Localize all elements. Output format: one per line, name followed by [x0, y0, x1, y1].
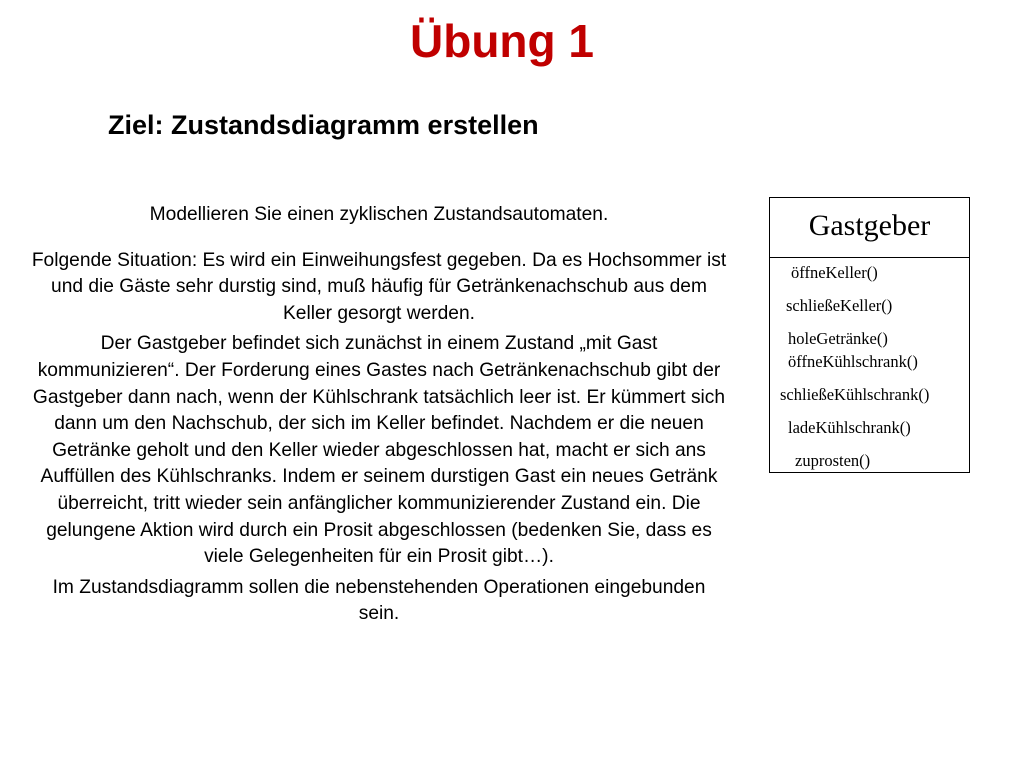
- paragraph-instruction: Im Zustandsdiagramm sollen die nebenstehenden Operationen eingebunden sein.: [52, 576, 706, 625]
- slide-title: Übung 1: [410, 15, 594, 67]
- paragraph-intro: Modellieren Sie einen zyklischen Zustandsautomaten.: [149, 204, 609, 225]
- operation-item: zuprosten(): [795, 451, 871, 470]
- paragraph-situation: Folgende Situation: Es wird ein Einweihungsfest gegeben. Da es Hochsommer ist und die Gäste sehr durstig sind, muß häufig für Getränkenachschub aus dem Keller gesorgt werden.: [31, 249, 727, 324]
- uml-class-name: Gastgeber: [770, 198, 969, 258]
- operation-item: öffneKeller(): [791, 263, 878, 282]
- slide-subtitle: Ziel: Zustandsdiagramm erstellen: [108, 110, 539, 140]
- task-description: [30, 202, 728, 628]
- uml-class-box: [769, 197, 970, 473]
- operation-item: schließeKühlschrank(): [780, 385, 930, 404]
- operation-item: öffneKühlschrank(): [788, 352, 918, 371]
- operation-item: holeGetränke(): [788, 329, 888, 348]
- operation-item: ladeKühlschrank(): [788, 418, 911, 437]
- operation-item: schließeKeller(): [786, 296, 893, 315]
- paragraph-scenario: Der Gastgeber befindet sich zunächst in einem Zustand „mit Gast kommunizieren“. Der Forderung eines Gastes nach Getränkenachschub gibt der Gastgeber dann nach, wenn der Kühlschrank tatsächlich leer ist. Er kümmert sich dann um den Nachschub, der sich im Keller befindet. Nachdem er die neuen Getränke geholt und den Keller wieder abgeschlossen hat, macht er sich ans Auffüllen des Kühlschranks. Indem er seinem durstigen Gast ein neues Getränk überreicht, tritt wieder sein anfänglicher kommunizierender Zustand ein. Die gelungene Aktion wird durch ein Prosit abgeschlossen (bedenken Sie, dass es viele Gelegenheiten für ein Prosit gibt…).: [32, 333, 726, 568]
